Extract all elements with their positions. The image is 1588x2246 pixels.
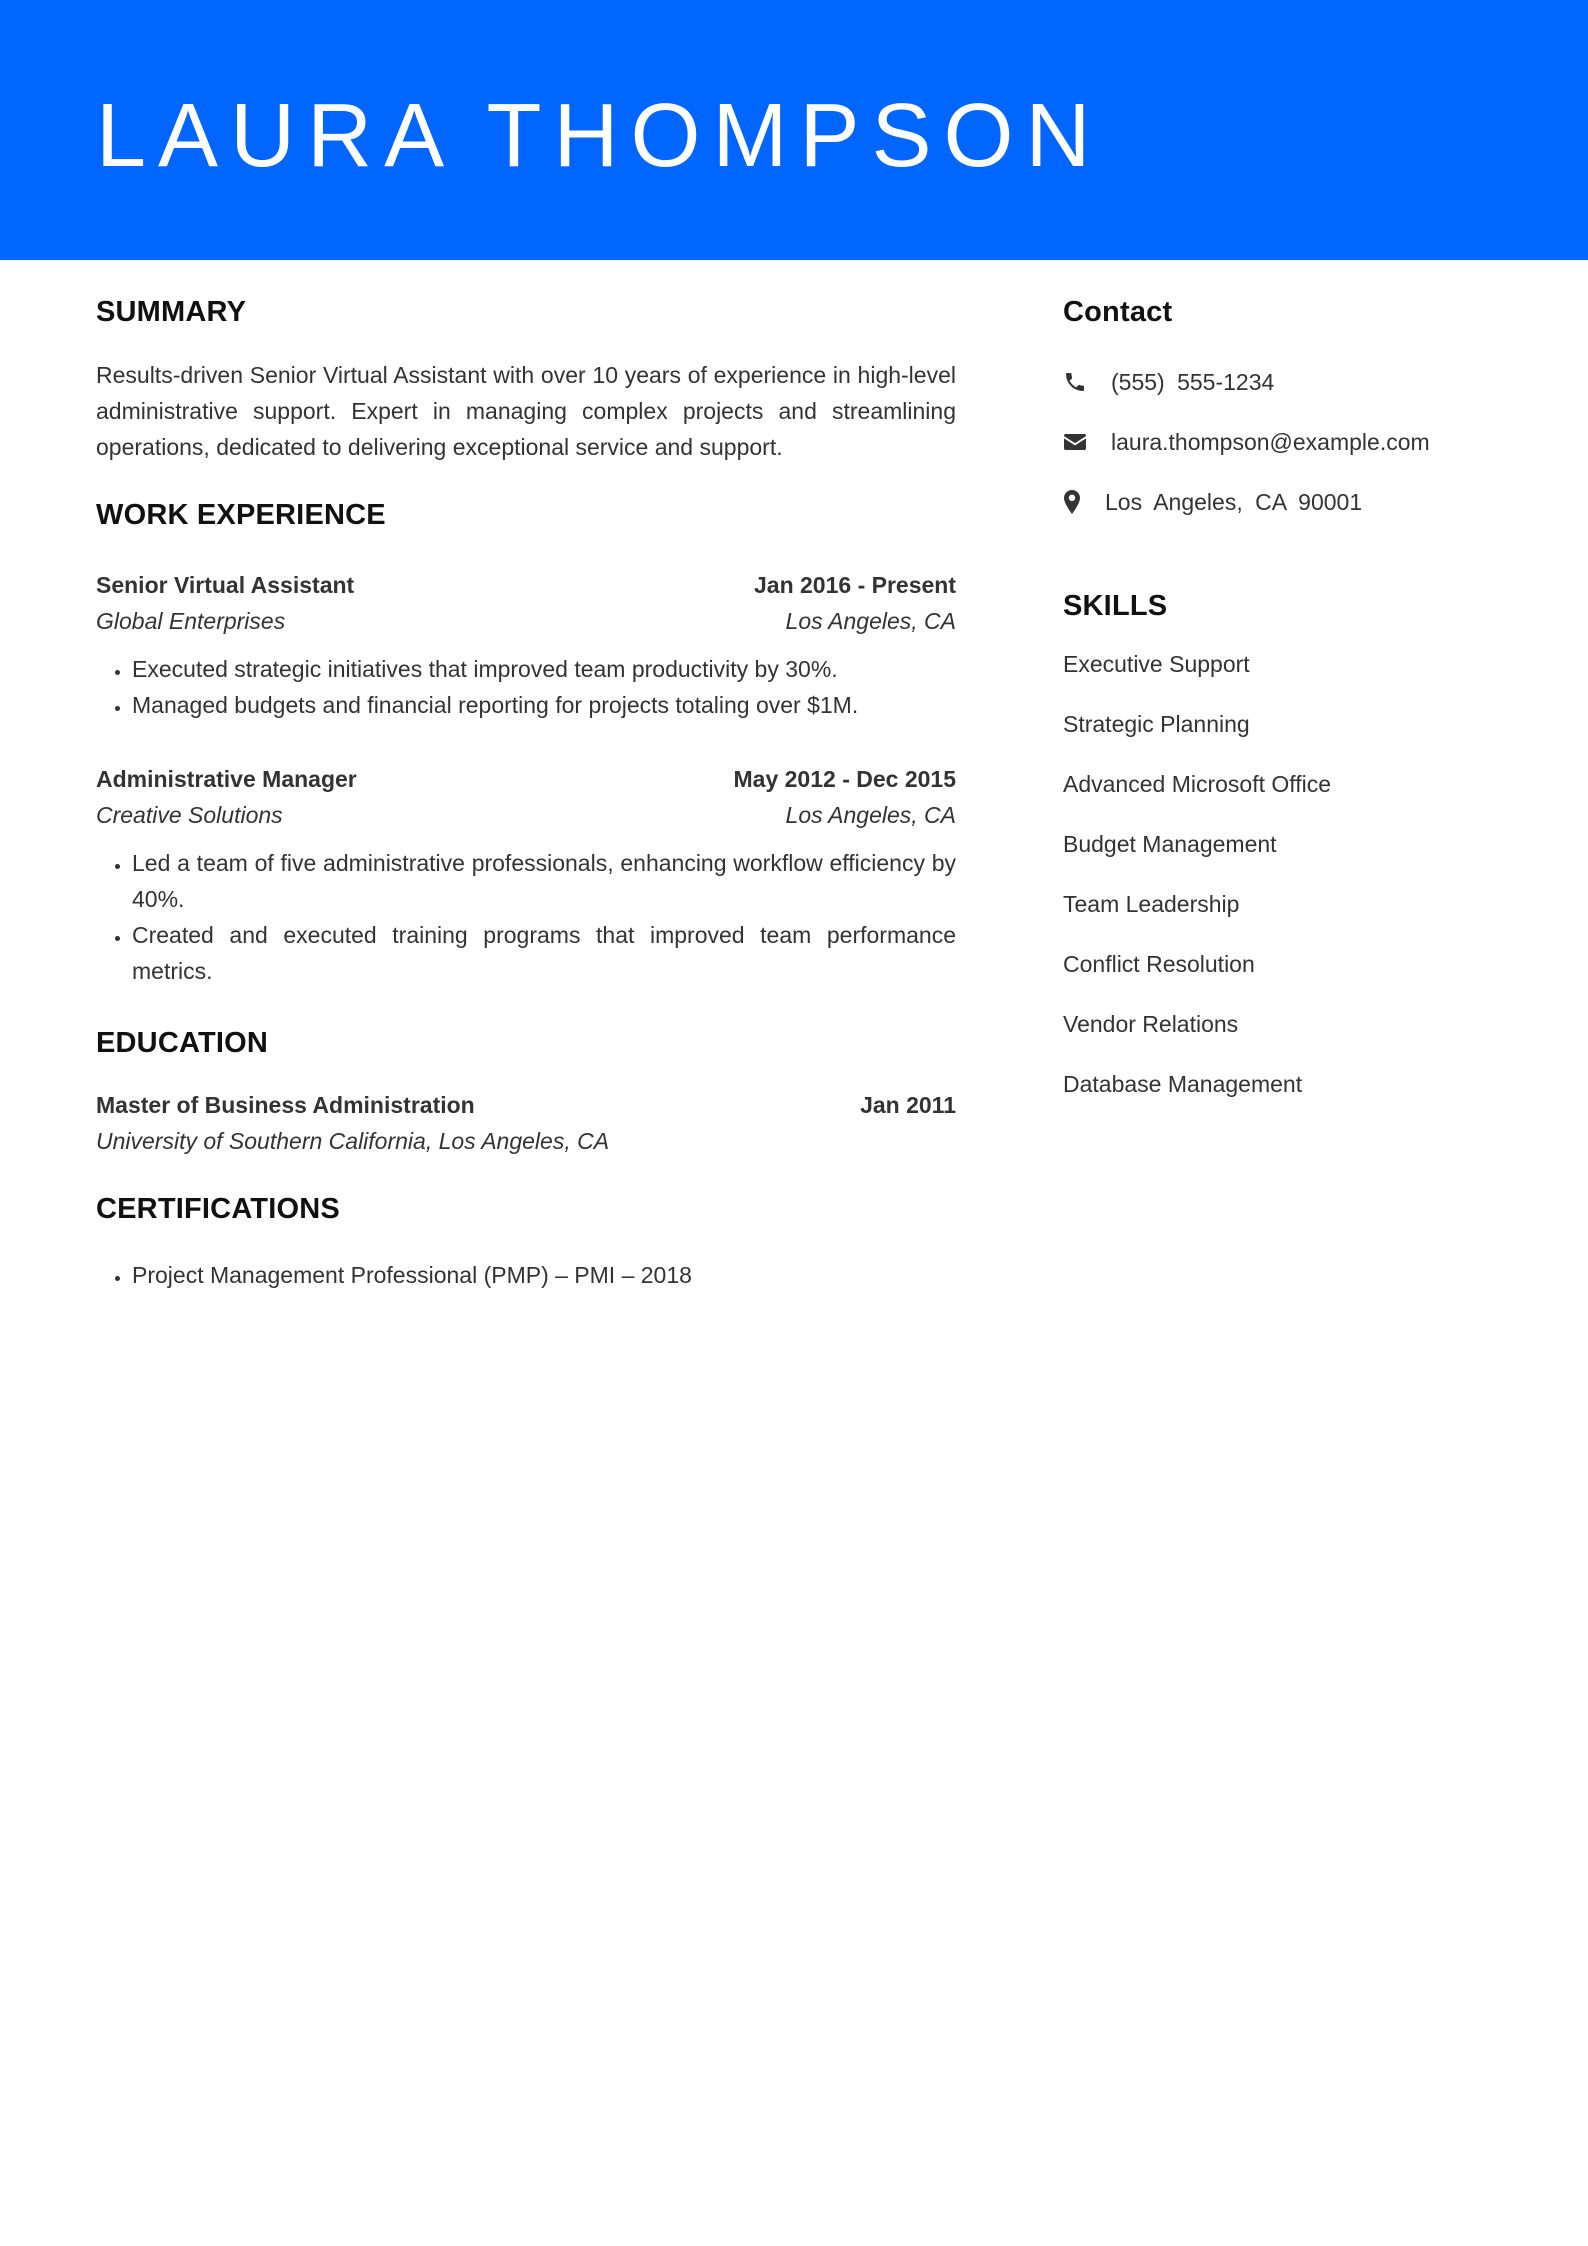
job-bullet: • Led a team of five administrative professionals, enhancing workflow efficiency by 40%. xyxy=(132,845,956,917)
job-dates: Jan 2016 - Present xyxy=(753,572,956,598)
job-company: Global Enterprises xyxy=(96,608,286,634)
job-bullets xyxy=(96,651,956,723)
job-location: Los Angeles, CA xyxy=(785,802,956,828)
skill-item: Executive Support xyxy=(1063,651,1250,677)
job-entry xyxy=(96,761,956,989)
job-company: Creative Solutions xyxy=(96,802,283,828)
job-bullet: • Executed strategic initiatives that improved team productivity by 30%. xyxy=(132,651,956,687)
job-bullet: • Managed budgets and financial reporting for projects totaling over $1M. xyxy=(132,687,956,723)
certifications-heading: CERTIFICATIONS xyxy=(96,1193,340,1225)
job-role: Administrative Manager xyxy=(96,766,357,792)
main-column xyxy=(96,294,956,1293)
skills-heading: SKILLS xyxy=(1063,590,1168,622)
email-address: laura.thompson@example.com xyxy=(1111,429,1430,455)
summary-heading: SUMMARY xyxy=(96,296,247,328)
location-text: Los Angeles, CA 90001 xyxy=(1105,489,1363,515)
skill-item: Team Leadership xyxy=(1063,891,1240,917)
sidebar-column xyxy=(1063,294,1503,1126)
education-heading: EDUCATION xyxy=(96,1027,269,1059)
school-name: University of Southern California, Los Angeles, CA xyxy=(96,1128,610,1154)
skill-item: Strategic Planning xyxy=(1063,711,1250,737)
envelope-icon xyxy=(1063,432,1111,452)
graduation-date: Jan 2011 xyxy=(860,1092,956,1118)
skill-item: Database Management xyxy=(1063,1071,1303,1097)
skill-item: Vendor Relations xyxy=(1063,1011,1239,1037)
certifications-section xyxy=(96,1191,956,1293)
summary-text: Results-driven Senior Virtual Assistant with over 10 years of experience in high-level administrative support. Expert in managing complex projects and streamlining operations, dedicated to delivering exceptional service and support. xyxy=(96,362,956,460)
job-bullet: • Created and executed training programs that improved team performance metrics. xyxy=(132,917,956,989)
work-experience-heading: WORK EXPERIENCE xyxy=(96,499,386,531)
education-section xyxy=(96,1025,956,1159)
skill-item: Budget Management xyxy=(1063,831,1277,857)
job-bullets xyxy=(96,845,956,989)
contact-heading: Contact xyxy=(1063,296,1173,328)
contact-location xyxy=(1063,472,1503,532)
certification-list xyxy=(96,1257,956,1293)
phone-icon xyxy=(1063,370,1111,394)
work-experience-section xyxy=(96,497,956,989)
phone-number: (555) 555-1234 xyxy=(1111,369,1275,395)
degree-name: Master of Business Administration xyxy=(96,1092,475,1118)
contact-email xyxy=(1063,412,1503,472)
skill-item: Conflict Resolution xyxy=(1063,951,1255,977)
job-entry xyxy=(96,567,956,723)
skills-section xyxy=(1063,588,1503,1126)
header-banner xyxy=(0,0,1588,260)
job-location: Los Angeles, CA xyxy=(785,608,956,634)
map-pin-icon xyxy=(1063,489,1105,515)
skill-item: Advanced Microsoft Office xyxy=(1063,771,1332,797)
job-dates: May 2012 - Dec 2015 xyxy=(733,766,956,792)
contact-phone xyxy=(1063,352,1503,412)
skills-list xyxy=(1063,646,1503,1126)
candidate-name: LAURA THOMPSON xyxy=(96,86,1103,186)
job-role: Senior Virtual Assistant xyxy=(96,572,355,598)
summary-section xyxy=(96,294,956,465)
certification-item: • Project Management Professional (PMP) – PMI – 2018 xyxy=(132,1257,956,1293)
contact-section xyxy=(1063,294,1503,532)
